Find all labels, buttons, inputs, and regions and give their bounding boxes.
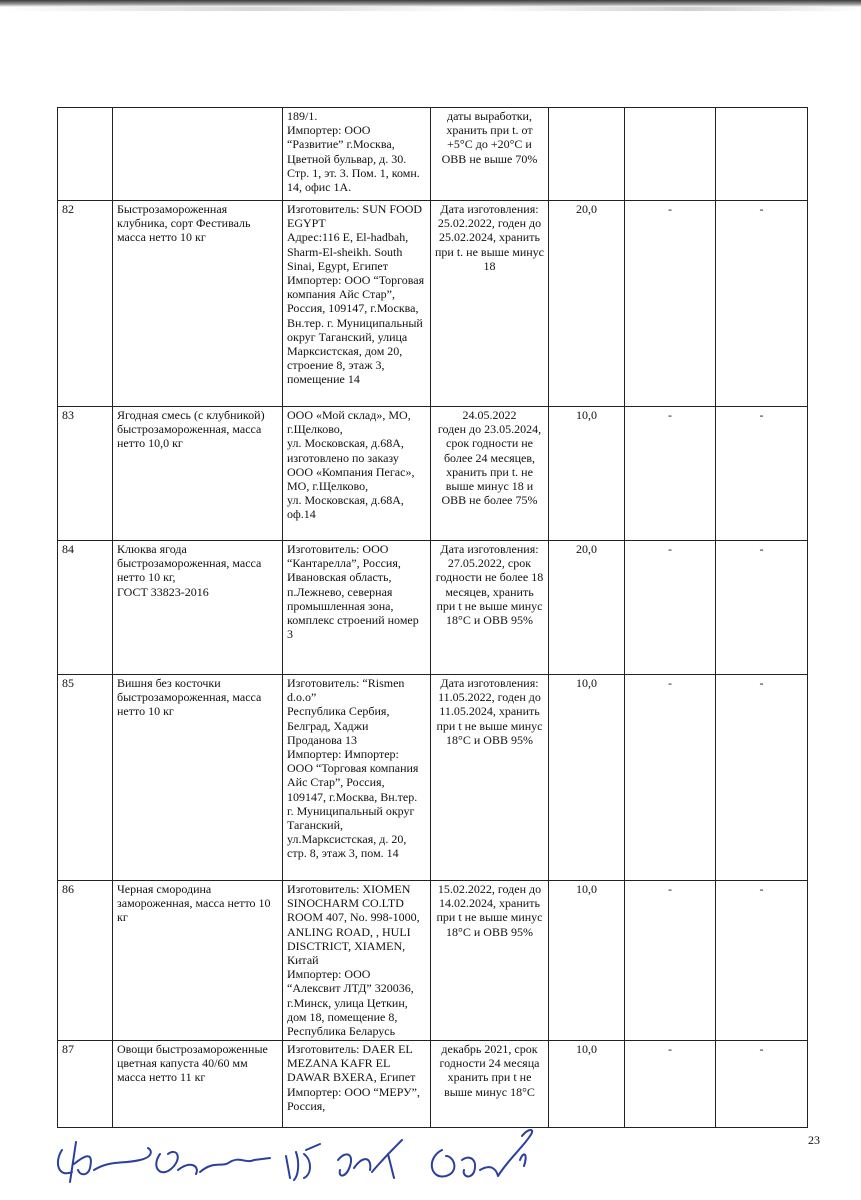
manufacturer-info: Изготовитель: DAER EL MEZANA KAFR EL DAWAR BXERA, Египет Импортер: ООО “МЕРУ”, Россия, — [283, 1041, 431, 1128]
row-number: 85 — [58, 675, 113, 881]
quantity — [549, 108, 625, 201]
row-number: 82 — [58, 201, 113, 407]
row-number — [58, 108, 113, 201]
column-6-value: - — [625, 1041, 716, 1128]
scan-top-edge — [0, 0, 861, 7]
product-name: Черная смородина замороженная, масса нетто 10 кг — [113, 881, 283, 1041]
column-6-value: - — [625, 881, 716, 1041]
quantity: 10,0 — [549, 407, 625, 541]
row-number: 83 — [58, 407, 113, 541]
product-name: Ягодная смесь (с клубникой) быстрозамороженная, масса нетто 10,0 кг — [113, 407, 283, 541]
table-row — [58, 541, 808, 675]
shelf-life-info: Дата изготовления: 27.05.2022, срок годности не более 18 месяцев, хранить при t не выше минус 18°С и ОВВ 95% — [431, 541, 549, 675]
table-row — [58, 675, 808, 881]
manufacturer-info: Изготовитель: ООО “Кантарелла”, Россия, Ивановская область, п.Лежнево, северная промышленная зона, комплекс строений номер 3 — [283, 541, 431, 675]
manufacturer-info: Изготовитель: “Rismen d.o.o” Республика Сербия, Белград, Хаджи Проданова 13 Импортер: Импортер: ООО “Торговая компания Айс Стар”, Россия, 109147, г.Москва, Вн.тер. г. Муниципальный округ Таганский, ул.Марксистская, д. 20, стр. 8, этаж 3, пом. 14 — [283, 675, 431, 881]
column-6-value: - — [625, 407, 716, 541]
quantity: 10,0 — [549, 1041, 625, 1128]
quantity: 10,0 — [549, 675, 625, 881]
page-number: 23 — [808, 1133, 820, 1147]
row-number: 87 — [58, 1041, 113, 1128]
shelf-life-info: декабрь 2021, срок годности 24 месяца хранить при t не выше минус 18°С — [431, 1041, 549, 1128]
row-number: 86 — [58, 881, 113, 1041]
column-7-value: - — [716, 881, 808, 1041]
product-name: Овощи быстрозамороженные цветная капуста 40/60 мм масса нетто 11 кг — [113, 1041, 283, 1128]
quantity: 10,0 — [549, 881, 625, 1041]
table-row — [58, 201, 808, 407]
column-6-value: - — [625, 675, 716, 881]
product-name: Клюква ягода быстрозамороженная, масса нетто 10 кг, ГОСТ 33823-2016 — [113, 541, 283, 675]
shelf-life-info: Дата изготовления: 11.05.2022, годен до 11.05.2024, хранить при t не выше минус 18°С и ОВВ 95% — [431, 675, 549, 881]
table-row — [58, 108, 808, 201]
column-7-value: - — [716, 407, 808, 541]
goods-table — [57, 107, 808, 1128]
column-7-value — [716, 108, 808, 201]
signature-1 — [58, 1142, 151, 1182]
signature-4 — [338, 1140, 402, 1178]
manufacturer-info: Изготовитель: SUN FOOD EGYPT Адрес:116 E, El-hadbah, Sharm-El-sheikh. South Sinai, Egypt, Египет Импортер: ООО “Торговая компания Айс Стар”, Россия, 109147, г.Москва, Вн.тер. г. Муниципальный округ Таганский, улица Марксистская, дом 20, строение 8, этаж 3, помещение 14 — [283, 201, 431, 407]
shelf-life-info: Дата изготовления: 25.02.2022, годен до 25.02.2024, хранить при t. не выше минус 18 — [431, 201, 549, 407]
shelf-life-info: 15.02.2022, годен до 14.02.2024, хранить при t не выше минус 18°С и ОВВ 95% — [431, 881, 549, 1041]
shelf-life-info: 24.05.2022 годен до 23.05.2024, срок годности не более 24 месяцев, хранить при t. не выше минус 18 и ОВВ не более 75% — [431, 407, 549, 541]
signature-3 — [286, 1144, 320, 1180]
manufacturer-info: 189/1. Импортер: ООО “Развитие” г.Москва, Цветной бульвар, д. 30. Стр. 1, эт. 3. Пом. 1, комн. 14, офис 1А. — [283, 108, 431, 201]
manufacturer-info: Изготовитель: XIOMEN SINOCHARM CO.LTD ROOM 407, No. 998-1000, ANLING ROAD, , HULI DISCTRICT, XIAMEN, Китай Импортер: ООО “Алексвит ЛТД” 320036, г.Минск, улица Цеткин, дом 18, помещение 8, Республика Беларусь — [283, 881, 431, 1041]
signature-2 — [156, 1152, 270, 1174]
column-6-value: - — [625, 541, 716, 675]
column-7-value: - — [716, 675, 808, 881]
table-row — [58, 1041, 808, 1128]
column-7-value: - — [716, 541, 808, 675]
signature-5 — [432, 1130, 532, 1176]
column-6-value — [625, 108, 716, 201]
manufacturer-info: ООО «Мой склад», МО, г.Щелково, ул. Московская, д.68А, изготовлено по заказу ООО «Компания Пегас», МО, г.Щелково, ул. Московская, д.68А, оф.14 — [283, 407, 431, 541]
column-7-value: - — [716, 201, 808, 407]
table-row — [58, 407, 808, 541]
product-name: Быстрозамороженная клубника, сорт Фестиваль масса нетто 10 кг — [113, 201, 283, 407]
product-name — [113, 108, 283, 201]
quantity: 20,0 — [549, 201, 625, 407]
table-row — [58, 881, 808, 1041]
column-6-value: - — [625, 201, 716, 407]
handwritten-signatures — [50, 1120, 610, 1200]
column-7-value: - — [716, 1041, 808, 1128]
product-name: Вишня без косточки быстрозамороженная, масса нетто 10 кг — [113, 675, 283, 881]
shelf-life-info: даты выработки, хранить при t. от +5°С до +20°С и ОВВ не выше 70% — [431, 108, 549, 201]
row-number: 84 — [58, 541, 113, 675]
quantity: 20,0 — [549, 541, 625, 675]
